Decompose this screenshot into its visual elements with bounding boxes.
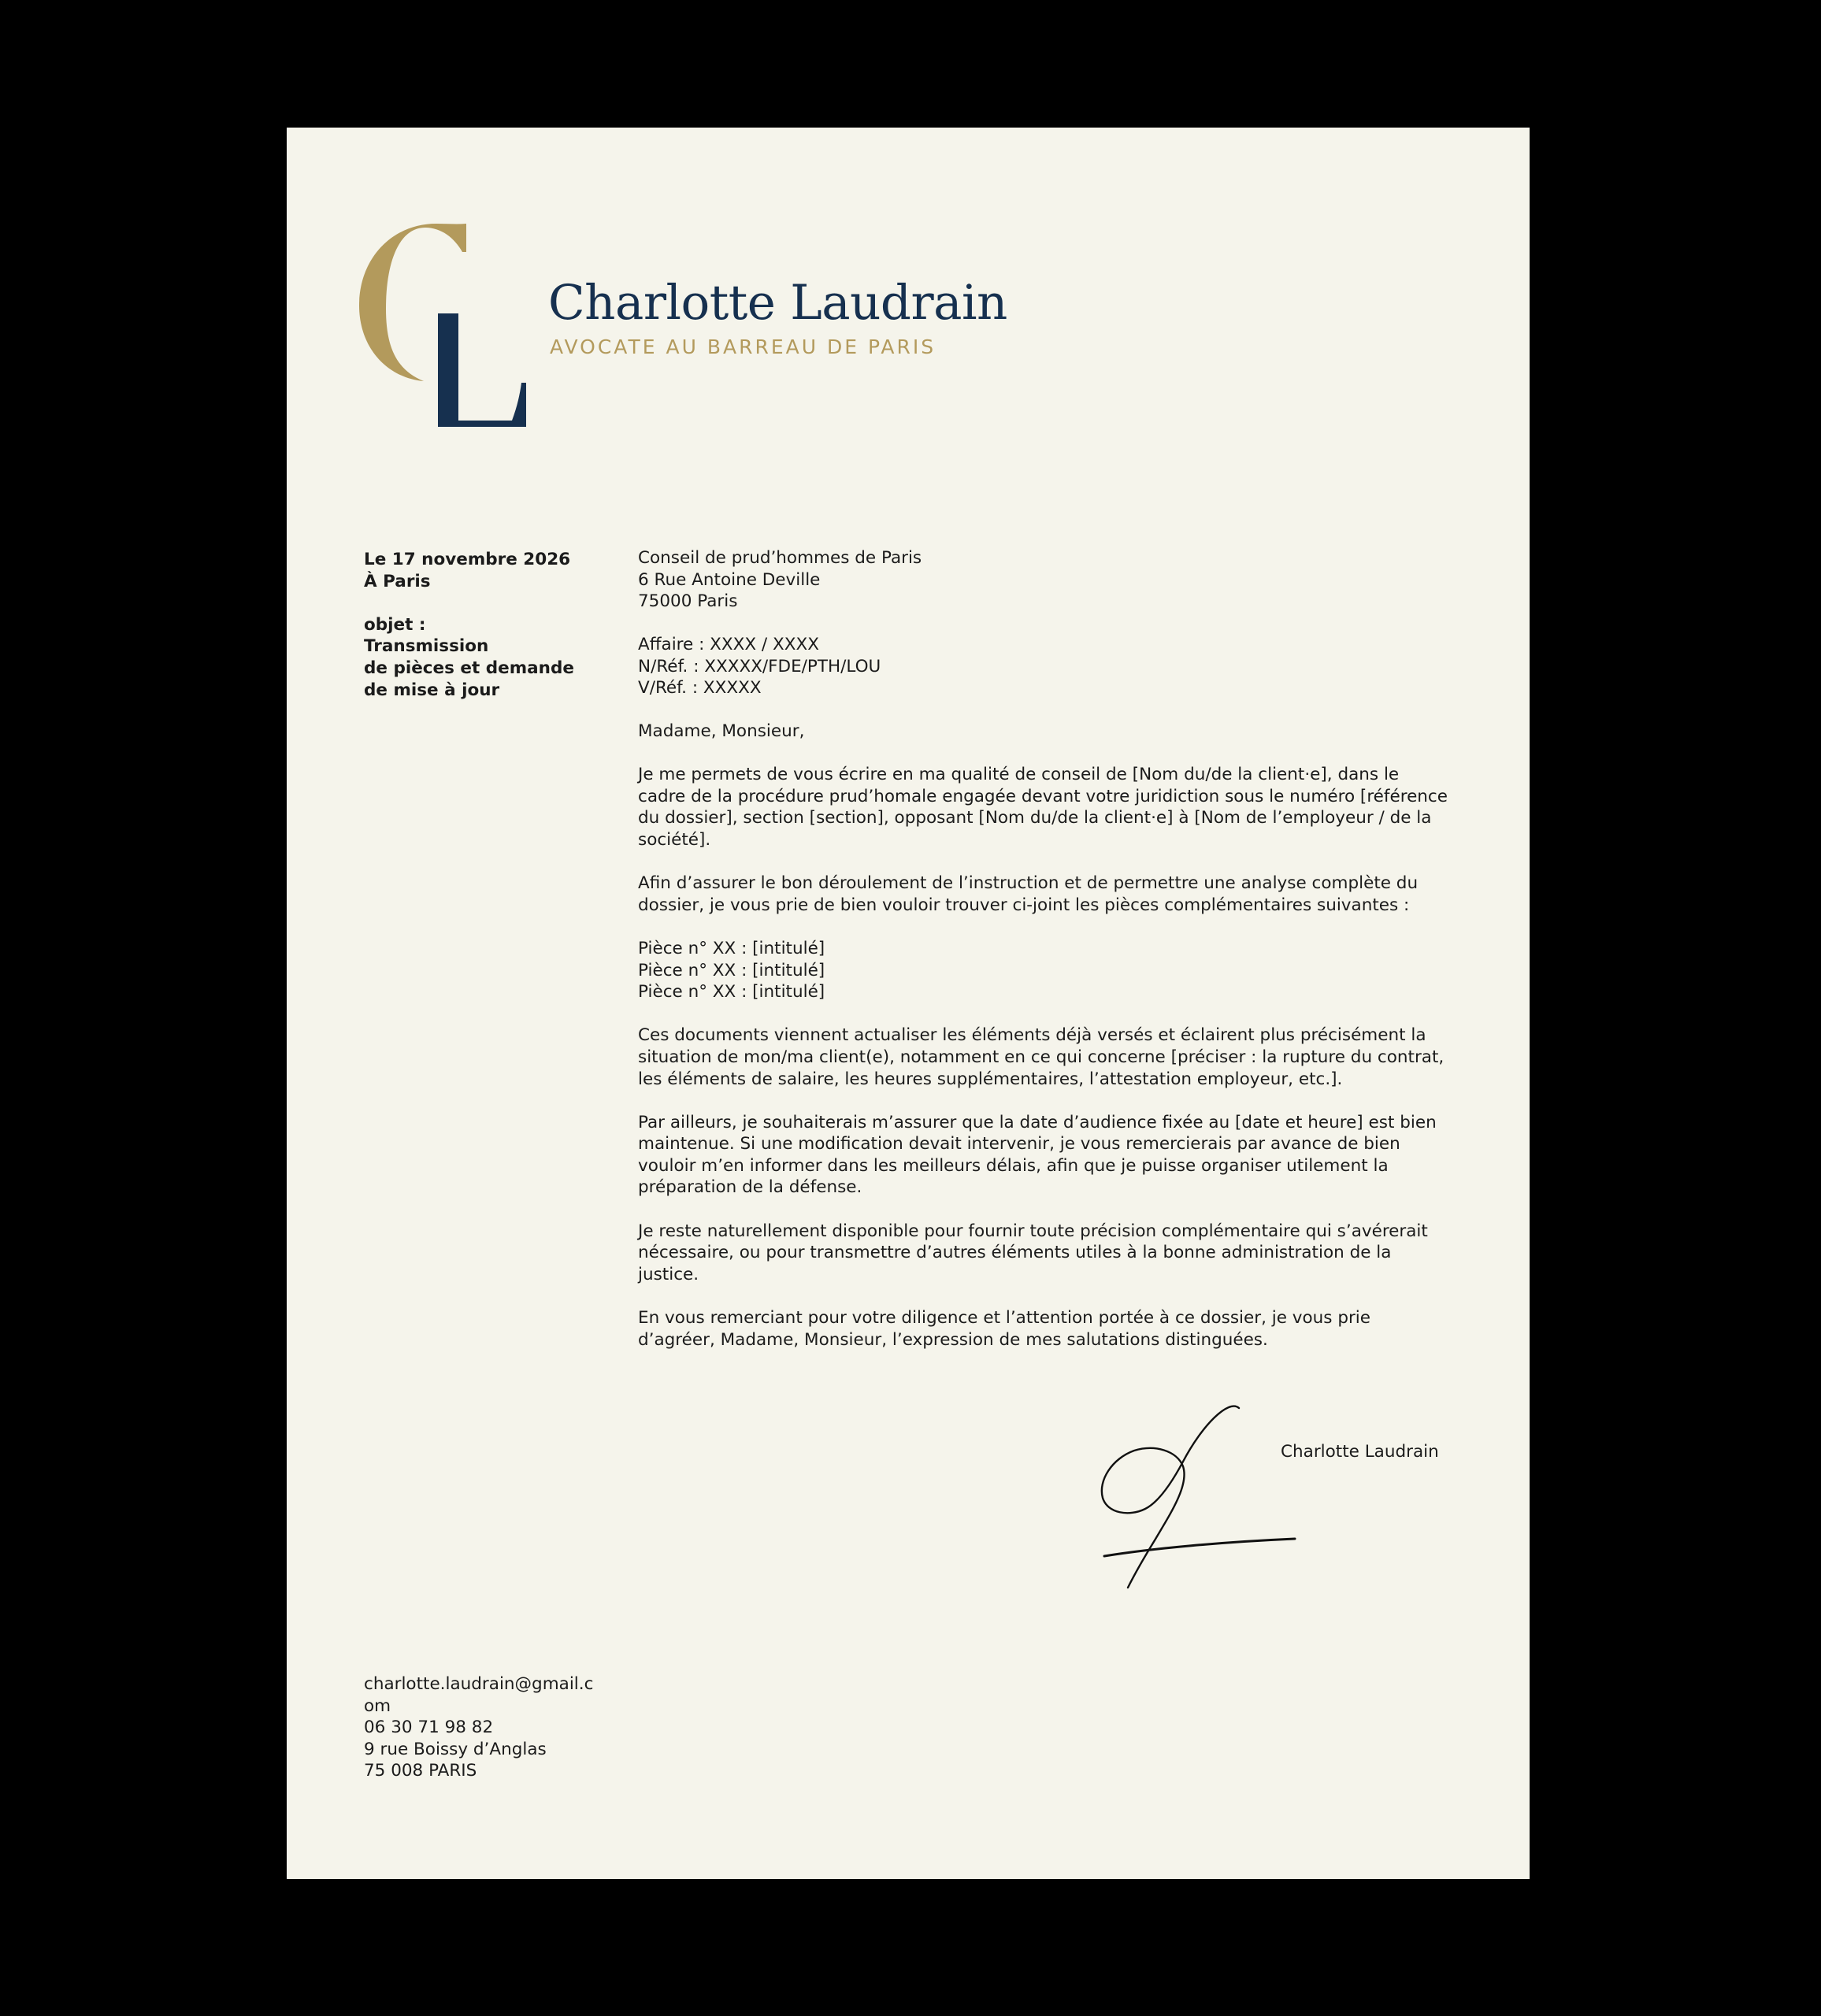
body-paragraph: Je me permets de vous écrire en ma qualité de conseil de [Nom du/de la client·e], dans le cadre de la procédure prud’homale engagée devant votre juridiction sous le numéro [référence du dossier], section [section], opposant [Nom du/de la client·e] à [Nom de l’employeur / de la société].: [638, 765, 1448, 850]
addressee-line: 6 Rue Antoine Deville: [638, 569, 821, 590]
references-block: [638, 634, 881, 699]
addressee-line: Conseil de prud’hommes de Paris: [638, 548, 922, 568]
contact-address-line: 9 rue Boissy d’Anglas: [364, 1739, 547, 1759]
body-paragraph: Afin d’assurer le bon déroulement de l’instruction et de permettre une analyse complète du dossier, je vous prie de bien vouloir trouver ci-joint les pièces complémentaires suivantes :: [638, 873, 1419, 915]
letter-body: [638, 721, 1449, 1373]
letter-meta: [364, 549, 574, 701]
reference-line: V/Réf. : XXXXX: [638, 678, 762, 699]
firm-subtitle: AVOCATE AU BARREAU DE PARIS: [550, 335, 936, 358]
reference-line: Affaire : XXXX / XXXX: [638, 635, 819, 654]
contact-email[interactable]: charlotte.laudrain@gmail.com: [364, 1674, 594, 1716]
piece-item: Pièce n° XX : [intitulé]: [638, 960, 825, 980]
letter-page: [287, 128, 1530, 1879]
letter-place: À Paris: [364, 571, 431, 591]
reference-line: N/Réf. : XXXXX/FDE/PTH/LOU: [638, 656, 881, 676]
contact-address-line: 75 008 PARIS: [364, 1761, 477, 1781]
addressee-line: 75000 Paris: [638, 591, 738, 612]
signatory-name: Charlotte Laudrain: [1281, 1442, 1439, 1462]
contact-phone: 06 30 71 98 82: [364, 1718, 494, 1738]
contact-block: [364, 1673, 600, 1782]
object-line: de mise à jour: [364, 680, 500, 700]
firm-name: Charlotte Laudrain: [548, 275, 1007, 331]
piece-item: Pièce n° XX : [intitulé]: [638, 938, 825, 958]
monogram-logo-icon: [359, 220, 531, 427]
body-paragraph: Je reste naturellement disponible pour fournir toute précision complémentaire qui s’avérerait nécessaire, ou pour transmettre d’autres éléments utiles à la bonne administration de la justice.: [638, 1221, 1428, 1284]
addressee-block: [638, 547, 922, 613]
body-paragraph: Ces documents viennent actualiser les éléments déjà versés et éclairent plus précisément la situation de mon/ma client(e), notamment en ce qui concerne [préciser : la rupture du contrat, les éléments de salaire, les heures supplémentaires, l’attestation employeur, etc.].: [638, 1025, 1445, 1089]
salutation: Madame, Monsieur,: [638, 721, 805, 741]
pieces-list: [638, 938, 1449, 1003]
handwritten-signature-icon: [1098, 1403, 1303, 1600]
piece-item: Pièce n° XX : [intitulé]: [638, 982, 825, 1002]
monogram-l-letter: [438, 313, 526, 427]
closing-paragraph: En vous remerciant pour votre diligence et l’attention portée à ce dossier, je vous prie d’agréer, Madame, Monsieur, l’expression de mes salutations distinguées.: [638, 1308, 1371, 1350]
object-line: de pièces et demande: [364, 658, 574, 678]
letter-date: Le 17 novembre 2026: [364, 550, 571, 569]
object-label: objet :: [364, 614, 426, 635]
body-paragraph: Par ailleurs, je souhaiterais m’assurer que la date d’audience fixée au [date et heure] est bien maintenue. Si une modification devait intervenir, je vous remercierais par avance de bien vouloir m’en informer dans les meilleurs délais, afin que je puisse organiser utilement la préparation de la défense.: [638, 1112, 1437, 1198]
spacer: [364, 592, 574, 614]
object-line: Transmission: [364, 636, 489, 657]
